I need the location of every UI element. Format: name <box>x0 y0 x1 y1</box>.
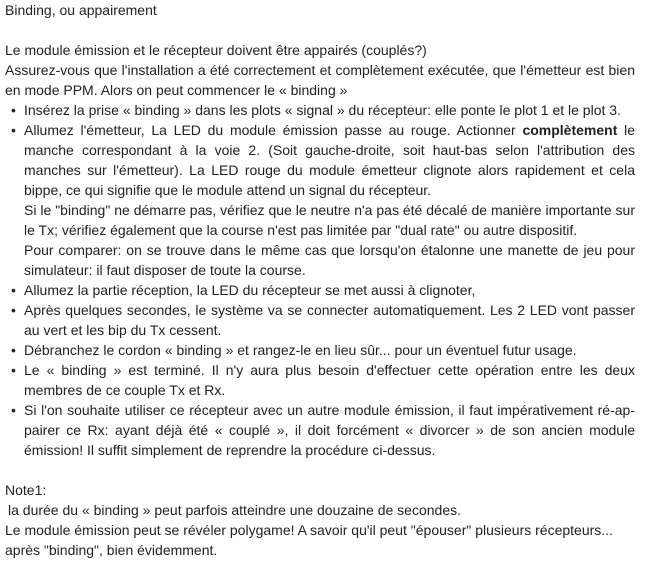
bullet-icon: • <box>11 302 16 318</box>
step-text: Allumez l'émetteur, La LED du module émission passe au rouge. Actionner <box>24 122 523 138</box>
list-item <box>5 300 635 340</box>
list-item <box>5 280 635 300</box>
note-heading: Note1: <box>5 482 47 498</box>
bullet-icon: • <box>11 122 16 138</box>
intro-line-2: Assurez-vous que l'installation a été correctement et complètement exécutée, que l'émetteur est bien en mode PPM. Alors on peut commencer le « binding » <box>5 62 635 98</box>
binding-steps-list <box>5 100 635 460</box>
document-title: Binding, ou appairement <box>5 2 157 18</box>
intro-line-1: Le module émission et le récepteur doivent être appairés (couplés?) <box>5 42 427 58</box>
step-text: Insérez la prise « binding » dans les plots « signal » du récepteur: elle ponte le plot 1 et le plot 3. <box>24 102 621 118</box>
step-text: Allumez la partie réception, la LED du récepteur se met aussi à clignoter, <box>24 282 476 298</box>
bullet-icon: • <box>11 342 16 358</box>
step-emphasis: complètement <box>522 122 618 138</box>
bullet-icon: • <box>11 102 16 118</box>
list-item <box>5 120 635 280</box>
step-detail: Pour comparer: on se trouve dans le même cas que lorsqu'on étalonne une manette de jeu pour simulateur: il faut disposer de toute la course. <box>24 242 635 278</box>
step-text: Le « binding » est terminé. Il n'y aura plus besoin d'effectuer cette opération entre les deux membres de ce couple Tx et Rx. <box>24 362 635 398</box>
step-text: le manche correspondant à la voie 2. (Soit gauche-droite, soit haut-bas selon l'attribution des manches sur l'émetteur). La LED rouge du module émetteur clignote alors rapidement et cela bippe, ce qui signifie que le module attend un signal du récepteur. <box>24 122 635 198</box>
step-text: Après quelques secondes, le système va se connecter automatiquement. Les 2 LED vont passer au vert et les bip du Tx cessent. <box>24 302 635 338</box>
note-line-2: Le module émission peut se révéler polygame! A savoir qu'il peut "épouser" plusieurs récepteurs... après "binding", bien évidemment. <box>5 522 613 558</box>
list-item <box>5 100 635 120</box>
step-detail: Si le "binding" ne démarre pas, vérifiez que le neutre n'a pas été décalé de manière importante sur le Tx; vérifiez également que la course n'est pas limitée par "dual rate" ou autre dispositif. <box>24 202 635 238</box>
list-item <box>5 340 635 360</box>
bullet-icon: • <box>11 362 16 378</box>
step-text: Débranchez le cordon « binding » et rangez-le en lieu sûr... pour un éventuel futur usage. <box>24 342 577 358</box>
spacer <box>5 20 635 40</box>
spacer <box>5 460 635 480</box>
note-line-1: la durée du « binding » peut parfois atteindre une douzaine de secondes. <box>8 502 462 518</box>
bullet-icon: • <box>11 402 16 418</box>
list-item <box>5 360 635 400</box>
list-item <box>5 400 635 460</box>
step-text: Si l'on souhaite utiliser ce récepteur avec un autre module émission, il faut impérativement ré-ap-pairer ce Rx: ayant déjà été « couplé », il doit forcément « divorcer » de son ancien module émission! Il suffit simplement de reprendre la procédure ci-dessus. <box>24 402 635 458</box>
bullet-icon: • <box>11 282 16 298</box>
